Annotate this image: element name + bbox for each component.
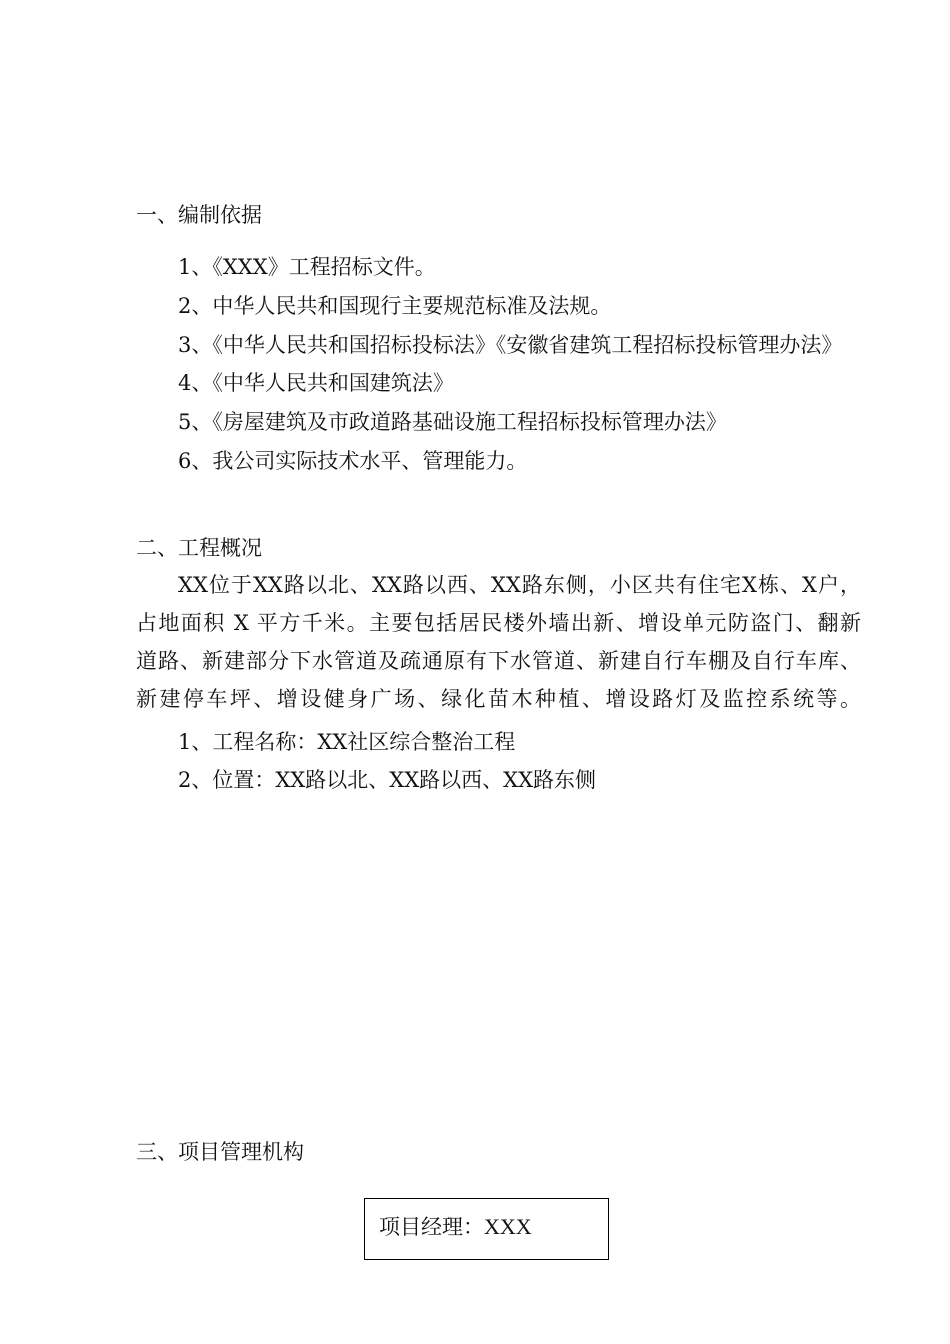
basis-item-2: 2、中华人民共和国现行主要规范标准及法规。 xyxy=(178,294,612,318)
basis-item-3: 3、《中华人民共和国招标投标法》《安徽省建筑工程招标投标管理办法》 xyxy=(178,333,843,357)
project-manager-box xyxy=(364,1198,609,1260)
project-name-item: 1、工程名称：XX社区综合整治工程 xyxy=(178,730,516,754)
overview-paragraph-line: XX位于XX路以北、XX路以西、XX路东侧，小区共有住宅X栋、X户， xyxy=(178,573,861,597)
section-heading-management: 三、项目管理机构 xyxy=(136,1140,304,1164)
project-manager-text xyxy=(379,1216,532,1238)
project-manager-label: 项目经理： xyxy=(379,1215,484,1239)
basis-item-4: 4、《中华人民共和国建筑法》 xyxy=(178,371,454,395)
project-location-item: 2、位置：XX路以北、XX路以西、XX路东侧 xyxy=(178,768,597,792)
section-heading-basis: 一、编制依据 xyxy=(136,203,262,227)
basis-item-1: 1、《XXX》工程招标文件。 xyxy=(178,255,436,279)
basis-item-5: 5、《房屋建筑及市政道路基础设施工程招标投标管理办法》 xyxy=(178,410,727,434)
overview-paragraph-line: 占地面积 X 平方千米。主要包括居民楼外墙出新、增设单元防盗门、翻新 xyxy=(136,611,861,635)
overview-paragraph-line: 道路、新建部分下水管道及疏通原有下水管道、新建自行车棚及自行车库、 xyxy=(136,649,861,673)
overview-paragraph xyxy=(136,566,861,718)
basis-item-6: 6、我公司实际技术水平、管理能力。 xyxy=(178,449,528,473)
project-manager-name: XXX xyxy=(484,1214,532,1239)
section-heading-overview: 二、工程概况 xyxy=(136,536,262,560)
overview-paragraph-line: 新建停车坪、增设健身广场、绿化苗木种植、增设路灯及监控系统等。 xyxy=(136,687,861,711)
